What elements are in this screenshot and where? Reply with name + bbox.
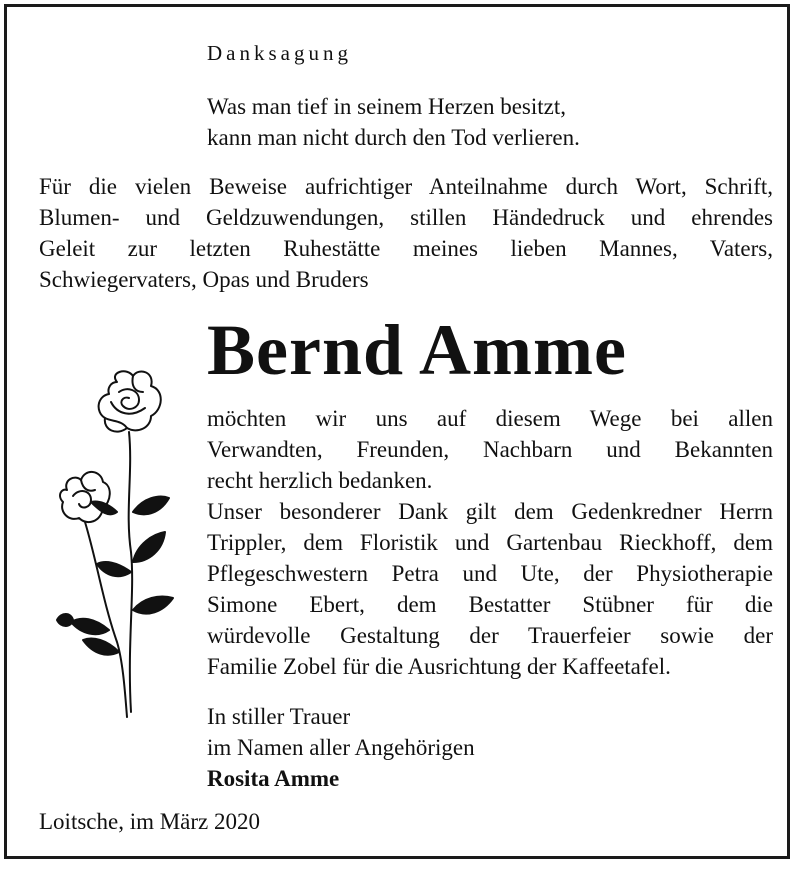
heading: Danksagung	[207, 41, 352, 65]
rose-illustration-icon	[47, 362, 197, 732]
thanks-line: würdevolle Gestaltung der Trauerfeier sowie der	[207, 623, 773, 648]
deceased-name: Bernd Amme	[207, 310, 627, 390]
signature-block	[207, 701, 475, 794]
intro-line: Geleit zur letzten Ruhestätte meines lieben Mannes, Vaters,	[39, 236, 773, 261]
intro-text	[39, 171, 773, 295]
thanks-line: Pflegeschwestern Petra und Ute, der Physiotherapie	[207, 561, 773, 586]
obituary-card	[4, 4, 790, 859]
thanks-line: Familie Zobel für die Ausrichtung der Kaffeetafel.	[207, 654, 671, 679]
thanks-line: recht herzlich bedanken.	[207, 468, 433, 493]
signature-line: In stiller Trauer	[207, 704, 351, 729]
signature-line: im Namen aller Angehörigen	[207, 735, 475, 760]
quote-line: kann man nicht durch den Tod verlieren.	[207, 125, 580, 150]
thanks-line: Trippler, dem Floristik und Gartenbau Rieckhoff, dem	[207, 530, 773, 555]
thanks-text	[207, 403, 773, 682]
intro-line: Schwiegervaters, Opas und Bruders	[39, 267, 369, 292]
thanks-line: Verwandten, Freunden, Nachbarn und Bekannten	[207, 437, 773, 462]
intro-line: Für die vielen Beweise aufrichtiger Anteilnahme durch Wort, Schrift,	[39, 174, 773, 199]
quote	[207, 91, 580, 153]
thanks-line: Unser besonderer Dank gilt dem Gedenkredner Herrn	[207, 499, 773, 524]
thanks-line: möchten wir uns auf diesem Wege bei allen	[207, 406, 773, 431]
intro-line: Blumen- und Geldzuwendungen, stillen Händedruck und ehrendes	[39, 205, 773, 230]
thanks-line: Simone Ebert, dem Bestatter Stübner für die	[207, 592, 773, 617]
signer-name: Rosita Amme	[207, 766, 340, 791]
place-date: Loitsche, im März 2020	[39, 809, 261, 834]
quote-line: Was man tief in seinem Herzen besitzt,	[207, 94, 566, 119]
